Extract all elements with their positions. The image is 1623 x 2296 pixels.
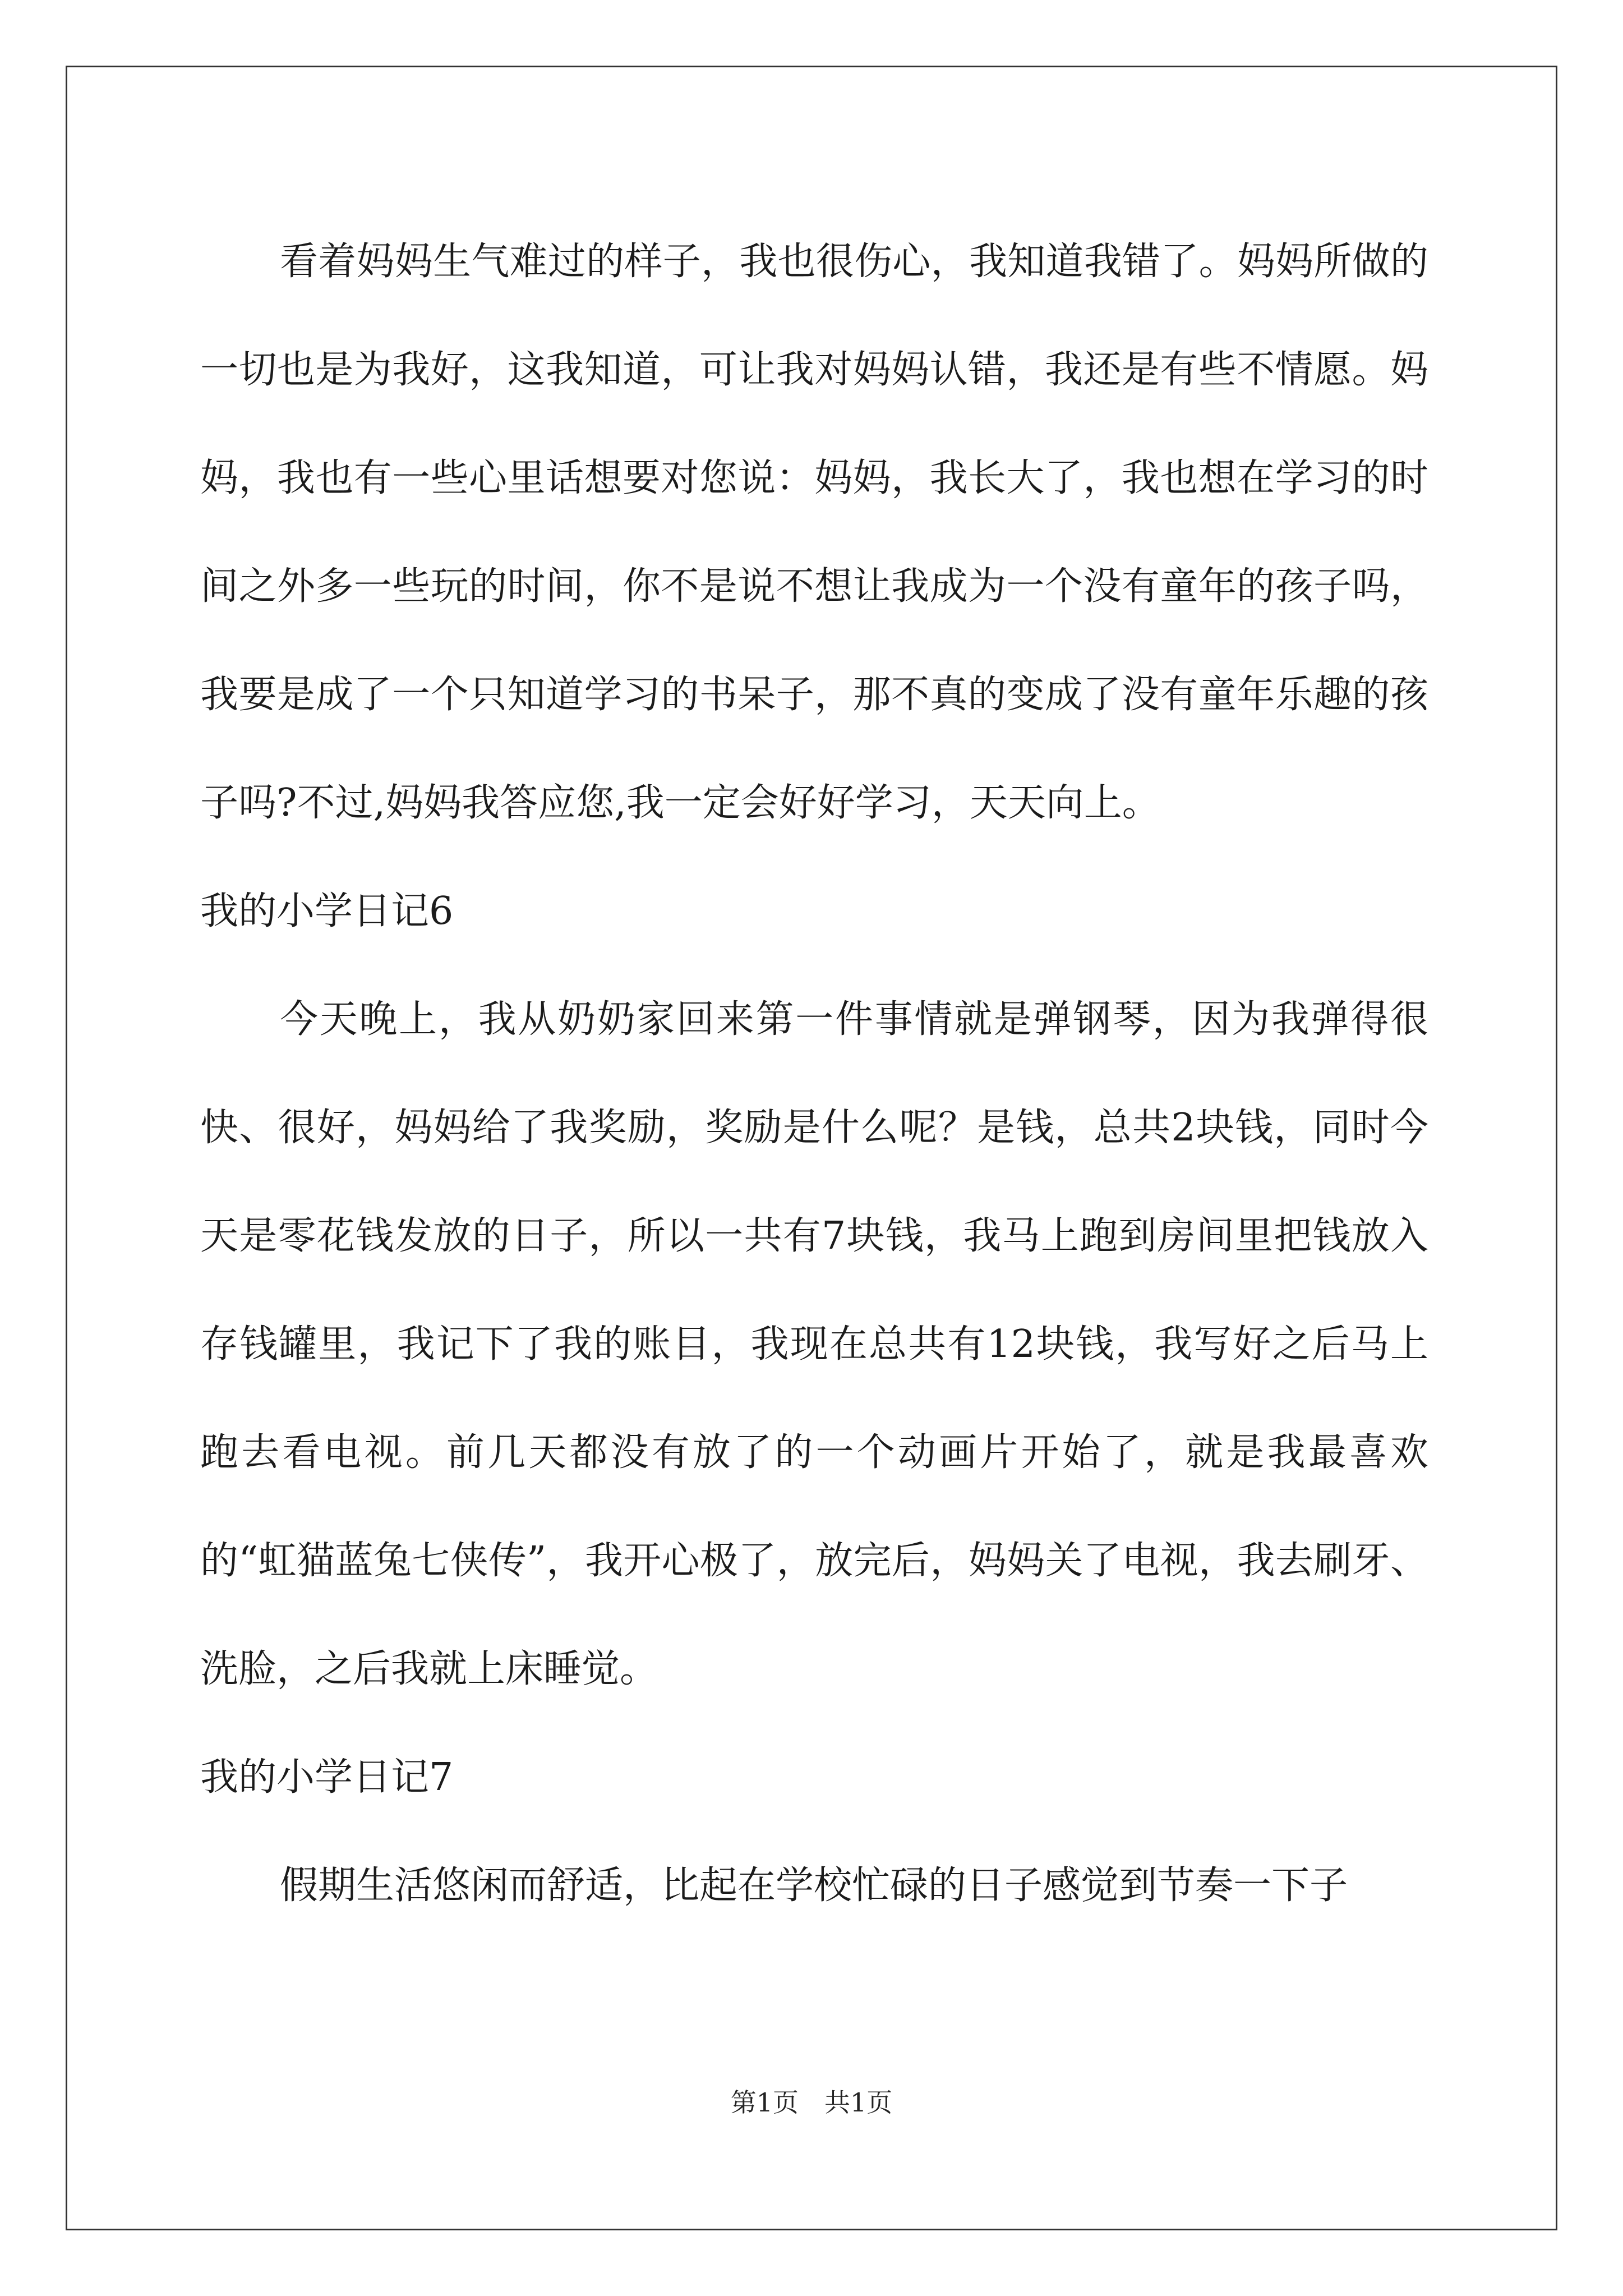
diary-heading-6: 我的小学日记6 xyxy=(200,889,454,933)
paragraph-1: 看着妈妈生气难过的样子，我也很伤心，我知道我错了。妈妈所做的一切也是为我好，这我知道，可让我对妈妈认错，我还是有些不情愿。妈妈，我也有一些心里话想要对您说：妈妈，我长大了，我也想在学习的时间之外多一些玩的时间，你不是说不想让我成为一个没有童年的孩子吗，我要是成了一个只知道学习的书呆子，那不真的变成了没有童年乐趣的孩子吗?不过,妈妈我答应您,我一定会好好学习，天天向上。 xyxy=(200,240,1428,825)
page-footer xyxy=(0,2086,1623,2119)
document-body xyxy=(200,208,1428,1940)
page-number: 第1页 xyxy=(730,2087,799,2118)
diary-heading-7: 我的小学日记7 xyxy=(200,1755,454,1800)
paragraph-3: 假期生活悠闲而舒适，比起在学校忙碌的日子感觉到节奏一下子 xyxy=(280,1864,1348,1908)
page-total: 共1页 xyxy=(824,2087,893,2118)
paragraph-2: 今天晚上，我从奶奶家回来第一件事情就是弹钢琴，因为我弹得很快、很好，妈妈给了我奖励，奖励是什么呢？是钱，总共2块钱，同时今天是零花钱发放的日子，所以一共有7块钱，我马上跑到房间里把钱放入存钱罐里，我记下了我的账目，我现在总共有12块钱，我写好之后马上跑去看电视。前几天都没有放了的一个动画片开始了，就是我最喜欢的“虹猫蓝兔七侠传”，我开心极了，放完后，妈妈关了电视，我去刷牙、洗脸，之后我就上床睡觉。 xyxy=(200,997,1428,1691)
